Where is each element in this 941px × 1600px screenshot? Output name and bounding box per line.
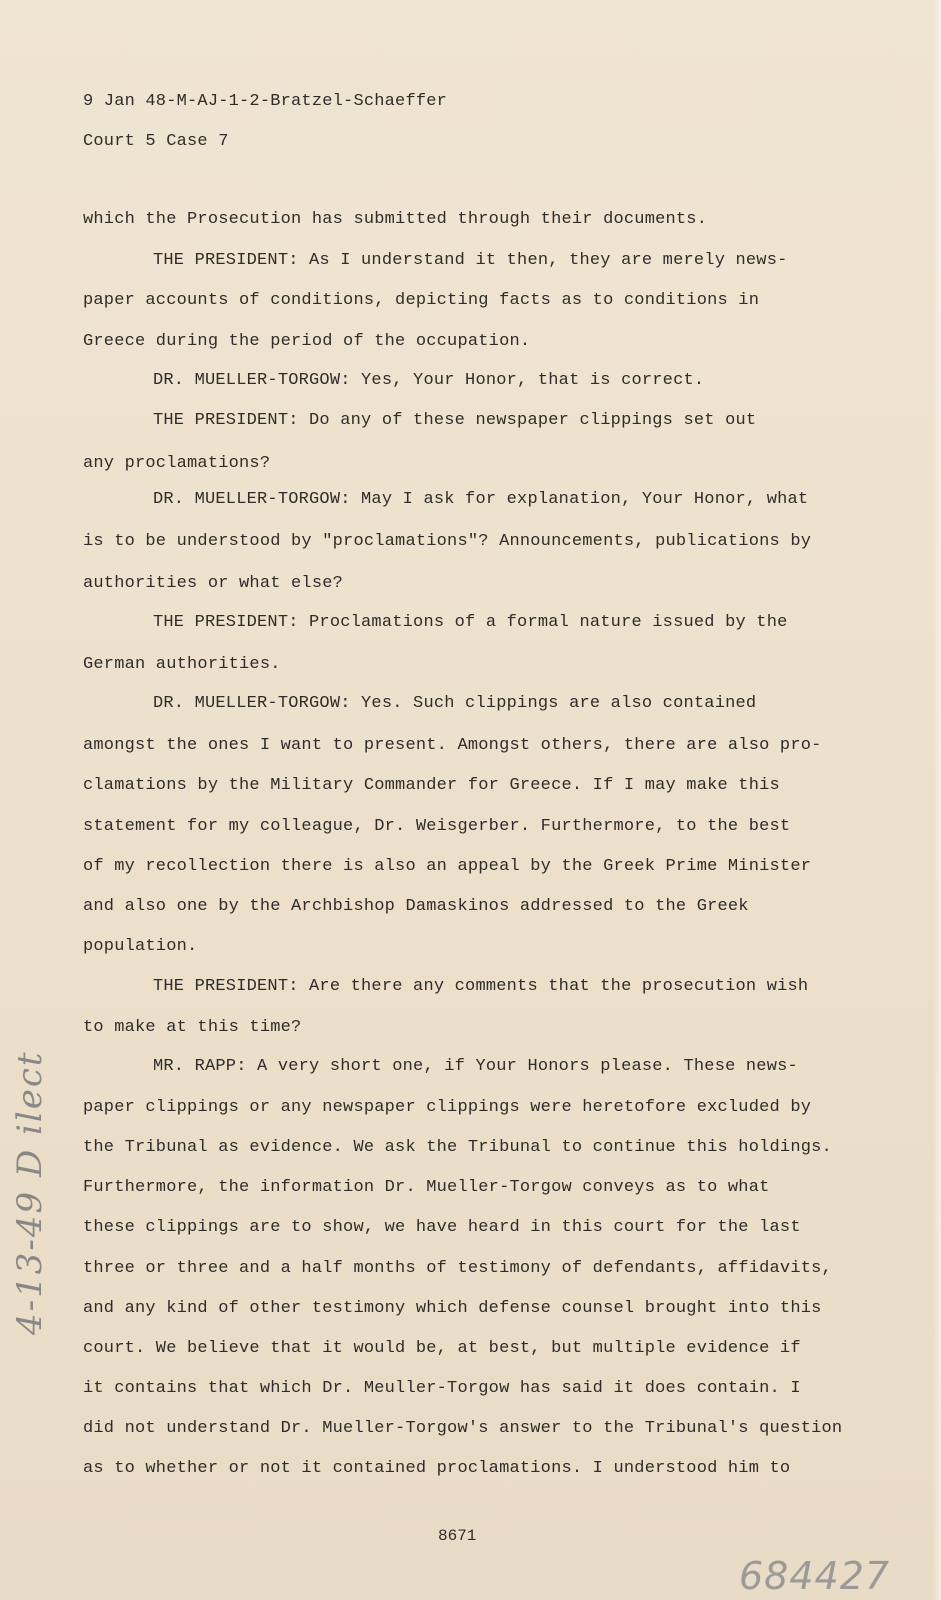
body-line: of my recollection there is also an appeal by the Greek Prime Minister xyxy=(83,857,812,876)
body-line: court. We believe that it would be, at best, but multiple evidence if xyxy=(83,1339,801,1358)
handwritten-margin-note: 4-13-49 D ilect xyxy=(10,1050,50,1335)
header-date-line: 9 Jan 48-M-AJ-1-2-Bratzel-Schaeffer xyxy=(83,92,448,111)
body-line: as to whether or not it contained proclamations. I understood him to xyxy=(83,1459,791,1478)
body-line: is to be understood by "proclamations"? Announcements, publications by xyxy=(83,532,812,551)
body-line: it contains that which Dr. Meuller-Torgow has said it does contain. I xyxy=(83,1379,801,1398)
body-line: did not understand Dr. Mueller-Torgow's answer to the Tribunal's question xyxy=(83,1419,843,1438)
body-line: the Tribunal as evidence. We ask the Tribunal to continue this holdings. xyxy=(83,1138,832,1157)
body-line: population. xyxy=(83,937,198,956)
body-line: which the Prosecution has submitted through their documents. xyxy=(83,210,708,229)
body-line: and any kind of other testimony which defense counsel brought into this xyxy=(83,1299,822,1318)
body-line: amongst the ones I want to present. Amongst others, there are also pro- xyxy=(83,736,822,755)
body-line: and also one by the Archbishop Damaskinos addressed to the Greek xyxy=(83,897,749,916)
page-edge xyxy=(933,0,941,1600)
body-line: THE PRESIDENT: Proclamations of a formal nature issued by the xyxy=(153,613,788,632)
body-line: paper clippings or any newspaper clippings were heretofore excluded by xyxy=(83,1098,812,1117)
body-line: MR. RAPP: A very short one, if Your Honors please. These news- xyxy=(153,1057,798,1076)
body-line: DR. MUELLER-TORGOW: Yes. Such clippings are also contained xyxy=(153,694,757,713)
body-line: German authorities. xyxy=(83,655,281,674)
body-line: DR. MUELLER-TORGOW: May I ask for explanation, Your Honor, what xyxy=(153,490,809,509)
body-line: DR. MUELLER-TORGOW: Yes, Your Honor, that is correct. xyxy=(153,371,705,390)
body-line: paper accounts of conditions, depicting facts as to conditions in xyxy=(83,291,760,310)
body-line: any proclamations? xyxy=(83,454,271,473)
header-court-line: Court 5 Case 7 xyxy=(83,132,229,151)
handwritten-stamp-number: 684427 xyxy=(739,1554,891,1598)
body-line: to make at this time? xyxy=(83,1018,302,1037)
body-line: THE PRESIDENT: As I understand it then, they are merely news- xyxy=(153,251,788,270)
body-line: three or three and a half months of testimony of defendants, affidavits, xyxy=(83,1259,832,1278)
body-line: these clippings are to show, we have heard in this court for the last xyxy=(83,1218,801,1237)
body-line: authorities or what else? xyxy=(83,574,344,593)
body-line: Furthermore, the information Dr. Mueller-Torgow conveys as to what xyxy=(83,1178,770,1197)
body-line: statement for my colleague, Dr. Weisgerber. Furthermore, to the best xyxy=(83,817,791,836)
body-line: clamations by the Military Commander for Greece. If I may make this xyxy=(83,776,780,795)
body-line: Greece during the period of the occupation. xyxy=(83,332,531,351)
body-line: THE PRESIDENT: Are there any comments that the prosecution wish xyxy=(153,977,809,996)
page-number: 8671 xyxy=(438,1527,477,1545)
body-line: THE PRESIDENT: Do any of these newspaper clippings set out xyxy=(153,411,757,430)
